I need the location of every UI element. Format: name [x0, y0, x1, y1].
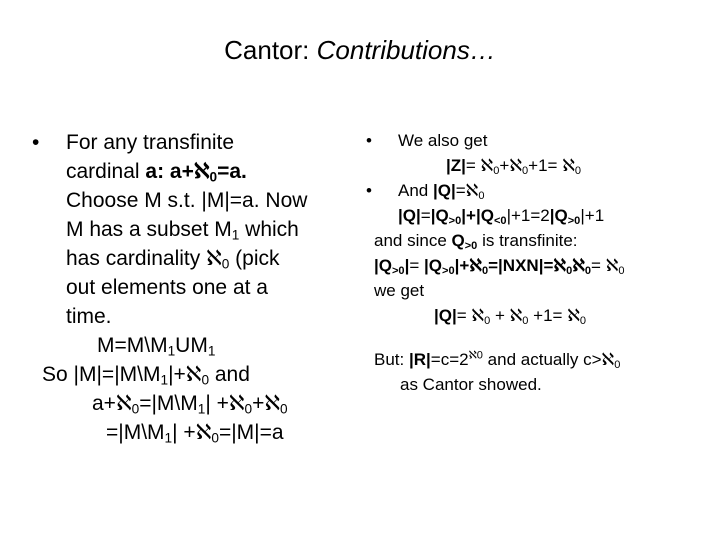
left-sub-11b: 0 [211, 430, 219, 446]
right-text-6f: =|NXN|=ℵ [488, 256, 567, 275]
right-text-4c: |Q [430, 206, 449, 225]
right-text-4f: |Q [549, 206, 568, 225]
left-bullet-line-1 [30, 128, 360, 157]
right-text-10: as Cantor showed. [400, 375, 542, 394]
left-text-2a: cardinal [66, 160, 146, 183]
left-sub-9b: 0 [201, 372, 210, 388]
right-sub-8a: 0 [484, 314, 491, 327]
right-text-6d: |Q [424, 256, 442, 275]
right-text-3b: |Q| [432, 181, 456, 200]
left-sub-10d: 0 [280, 401, 288, 417]
left-line-4 [30, 215, 360, 244]
left-sub-9a: 1 [160, 372, 169, 388]
right-text-8a: |Q| [434, 306, 457, 325]
left-text-8b: UM [175, 334, 208, 357]
left-text-2c: =a. [217, 160, 247, 183]
left-text-7: time. [66, 305, 112, 328]
right-line-8 [360, 303, 705, 328]
right-text-1: We also get [398, 131, 488, 150]
right-text-5b: Q [451, 231, 465, 250]
right-text-9d: and actually c>ℵ [482, 350, 615, 369]
right-line-7 [360, 278, 705, 303]
right-text-3a: And [398, 181, 433, 200]
left-sub-8b: 1 [207, 343, 216, 359]
right-sub-5: >0 [464, 239, 478, 252]
right-sub-9: 0 [614, 358, 621, 371]
left-text-5b: (pick [229, 247, 280, 270]
right-sub-6d: 0 [566, 264, 573, 277]
right-text-8c: + ℵ [490, 306, 523, 325]
right-line-9 [360, 347, 705, 372]
left-text-8a: M=M\M [97, 334, 168, 357]
right-sub-6b: >0 [442, 264, 455, 277]
right-line-4 [360, 203, 705, 228]
left-text-9a: So |M|=|M\M [42, 363, 161, 386]
left-text-9b: |+ℵ [168, 363, 202, 386]
left-sub-11a: 1 [164, 430, 173, 446]
right-column [360, 128, 705, 397]
left-sub-8a: 1 [167, 343, 176, 359]
right-text-3c: =ℵ [455, 181, 479, 200]
right-text-2d: +1= ℵ [528, 156, 575, 175]
right-text-6b: | [404, 256, 410, 275]
right-text-5c: is transfinite: [477, 231, 578, 250]
left-text-9c: and [209, 363, 250, 386]
left-text-5a: has cardinality ℵ [66, 247, 222, 270]
left-text-4b: which [239, 218, 299, 241]
right-text-4b: = [420, 206, 431, 225]
left-sub-10a: 0 [131, 401, 140, 417]
left-line-6 [30, 273, 360, 302]
right-text-9b: |R| [408, 350, 431, 369]
left-text-10d: +ℵ [252, 392, 281, 415]
right-line-6 [360, 253, 705, 278]
right-text-8d: +1= ℵ [528, 306, 580, 325]
left-text-11b: | +ℵ [172, 421, 212, 444]
right-bullet-line-3 [360, 178, 705, 203]
right-bullet-line-1 [360, 128, 705, 153]
right-sub-6a: >0 [391, 264, 405, 277]
left-sub-10b: 1 [197, 401, 206, 417]
left-sub-10c: 0 [244, 401, 253, 417]
right-sub-6e: 0 [584, 264, 592, 277]
right-text-9a: But: [374, 350, 409, 369]
left-sub-2: 0 [209, 169, 218, 185]
title-italic: Contributions… [316, 35, 496, 65]
right-line-10 [360, 372, 705, 397]
left-column [30, 128, 360, 447]
right-sub-3: 0 [478, 189, 485, 202]
left-text-2b: a: a+ℵ [145, 160, 210, 183]
left-text-10a: a+ℵ [92, 392, 132, 415]
right-text-2c: +ℵ [499, 156, 522, 175]
left-bullet-icon: • [32, 131, 40, 154]
left-text-4a: M has a subset M [66, 218, 232, 241]
right-text-6e: |+ℵ [454, 256, 482, 275]
right-bullet-icon-1: • [366, 131, 372, 150]
right-text-8b: = ℵ [456, 306, 485, 325]
right-sub-4b: <0 [493, 214, 507, 227]
left-text-3: Choose M s.t. |M|=a. Now [66, 189, 308, 212]
right-sub-8c: 0 [579, 314, 587, 327]
right-text-4a: |Q| [398, 206, 421, 225]
right-text-5a: and since [374, 231, 452, 250]
left-sub-5: 0 [221, 256, 230, 272]
left-line-9 [30, 360, 360, 389]
right-text-2a: = ℵ [465, 156, 494, 175]
right-sub-2c: 0 [574, 164, 582, 177]
left-text-10c: | +ℵ [205, 392, 245, 415]
right-text-2b: |Z| [446, 156, 466, 175]
left-line-3 [30, 186, 360, 215]
right-line-2 [360, 153, 705, 178]
right-sub-4a: >0 [448, 214, 462, 227]
right-line-5 [360, 228, 705, 253]
left-line-10 [30, 389, 360, 418]
right-text-7: we get [374, 281, 425, 300]
left-text-1: For any transfinite [66, 131, 235, 154]
left-line-7 [30, 302, 360, 331]
right-text-6h: = ℵ [591, 256, 619, 275]
right-sub-6c: 0 [481, 264, 489, 277]
right-text-4e: |+1=2 [506, 206, 550, 225]
slide-title [0, 34, 720, 66]
right-bullet-icon-2: • [366, 181, 372, 200]
left-text-11a: =|M\M [106, 421, 165, 444]
right-text-6a: |Q [374, 256, 392, 275]
right-text-9c: =c=2 [430, 350, 469, 369]
left-text-11c: =|M|=a [218, 421, 284, 444]
right-text-4d: |+|Q [461, 206, 494, 225]
left-line-11 [30, 418, 360, 447]
right-sub-8b: 0 [522, 314, 529, 327]
left-line-5 [30, 244, 360, 273]
left-line-8 [30, 331, 360, 360]
right-sub-2a: 0 [493, 164, 500, 177]
right-sub-2b: 0 [522, 164, 529, 177]
right-text-4g: |+1 [580, 206, 605, 225]
right-sub-4c: >0 [567, 214, 581, 227]
right-text-6c: = [409, 256, 425, 275]
right-text-6g: ℵ [572, 256, 585, 275]
right-sup-9: ℵ0 [468, 349, 483, 362]
title-plain: Cantor: [224, 35, 317, 65]
left-text-6: out elements one at a [66, 276, 268, 299]
right-sub-6f: 0 [618, 264, 625, 277]
left-line-2 [30, 157, 360, 186]
left-text-10b: =|M\M [139, 392, 198, 415]
left-sub-4: 1 [231, 227, 240, 243]
